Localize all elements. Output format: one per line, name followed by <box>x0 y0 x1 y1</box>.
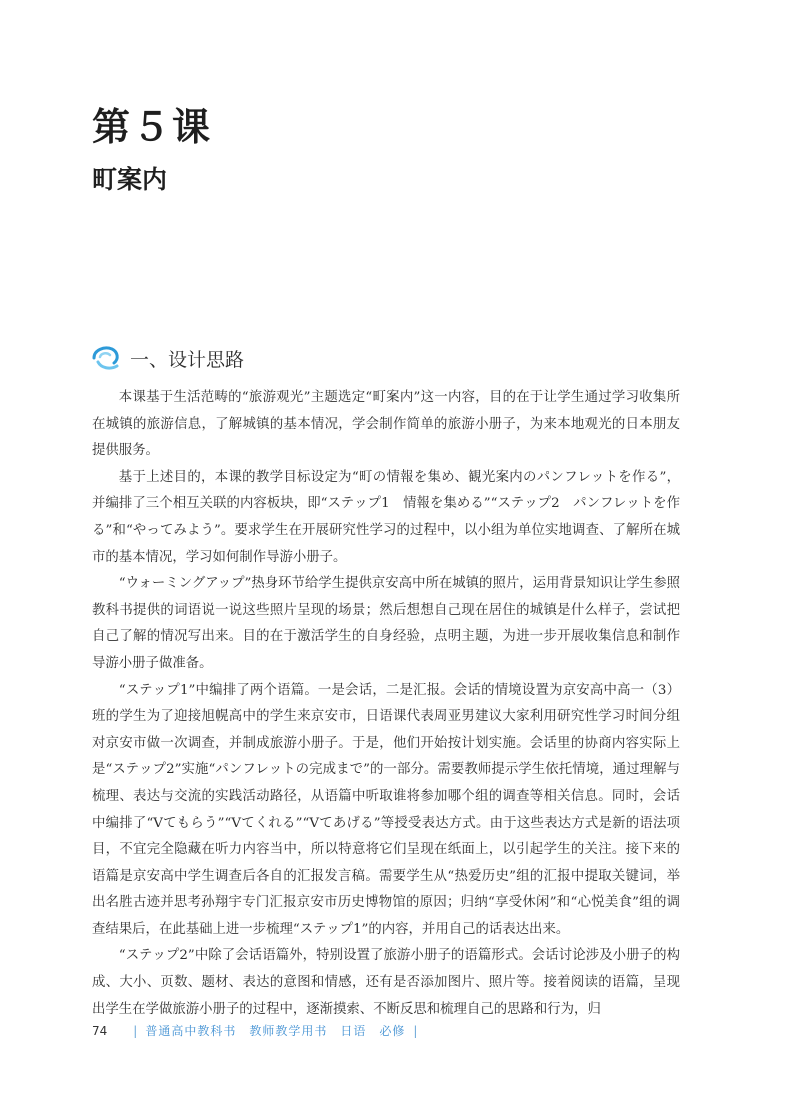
page-number: 74 <box>92 1023 108 1038</box>
book-title: 普通高中教科书 教师教学用书 日语 必修 <box>145 1024 406 1038</box>
section-heading <box>90 344 244 372</box>
paragraph: “ウォーミングアップ”热身环节给学生提供京安高中所在城镇的照片，运用背景知识让学生参照教科书提供的词语说一说这些照片呈现的场景；然后想想自己现在居住的城镇是什么样子，尝试把自己了解的情况写出来。目的在于激活学生的自身经验，点明主题，为进一步开展收集信息和制作导游小册子做准备。 <box>92 576 680 671</box>
footer-separator: | <box>413 1023 418 1038</box>
section-heading-text: 一、设计思路 <box>130 348 245 371</box>
paragraph: 本课基于生活范畴的“旅游观光”主题选定“町案内”这一内容，目的在于让学生通过学习收集所在城镇的旅游信息，了解城镇的基本情况，学会制作简单的旅游小册子，为来本地观光的日本朋友提供服务。 <box>92 390 680 459</box>
paragraph: 基于上述目的，本课的教学目标设定为“町の情報を集め、観光案内のパンフレットを作る”，并编排了三个相互关联的内容板块，即“ステップ1 情報を集める”“ステップ2 パンフレットを作る”和“やってみよう”。要求学生在开展研究性学习的过程中，以小组为单位实地调查、了解所在城市的基本情况，学习如何制作导游小册子。 <box>92 469 680 565</box>
paragraph: “ステップ1”中编排了两个语篇。一是会话，二是汇报。会话的情境设置为京安高中高一（3）班的学生为了迎接旭幌高中的学生来京安市，日语课代表周亚男建议大家利用研究性学习时间分组对京安市做一次调查，并制成旅游小册子。于是，他们开始按计划实施。会话里的协商内容实际上是“ステップ2”实施“パンフレットの完成まで”的一部分。需要教师提示学生依托情境，通过理解与梳理、表达与交流的实践活动路径，从语篇中听取谁将参加哪个组的调查等相关信息。同时，会话中编排了“Vてもらう”“Vてくれる”“Vてあげる”等授受表达方式。由于这些表达方式是新的语法项目，不宜完全隐藏在听力内容当中，所以特意将它们呈现在纸面上，以引起学生的关注。接下来的语篇是京安高中学生调查后各自的汇报发言稿。需要学生从“热爱历史”组的汇报中提取关键词，举出名胜古迹并思考孙翔宇专门汇报京安市历史博物馆的原因；归纳“享受休闲”和“心悦美食”组的调查结果后，在此基础上进一步梳理“ステップ1”的内容，并用自己的话表达出来。 <box>92 682 680 937</box>
swirl-icon <box>90 344 124 372</box>
lesson-title: 町案内 <box>92 165 168 194</box>
footer-separator: | <box>133 1023 138 1038</box>
lesson-number: 第５课 <box>92 104 213 149</box>
paragraph: “ステップ2”中除了会话语篇外，特别设置了旅游小册子的语篇形式。会话讨论涉及小册子的构成、大小、页数、题材、表达的意图和情感，还有是否添加图片、照片等。接着阅读的语篇，呈现出学生在学做旅游小册子的过程中，逐渐摸索、不断反思和梳理自己的思路和行为，归 <box>92 948 680 1017</box>
page-footer <box>92 1022 425 1039</box>
body-text <box>92 385 680 1023</box>
